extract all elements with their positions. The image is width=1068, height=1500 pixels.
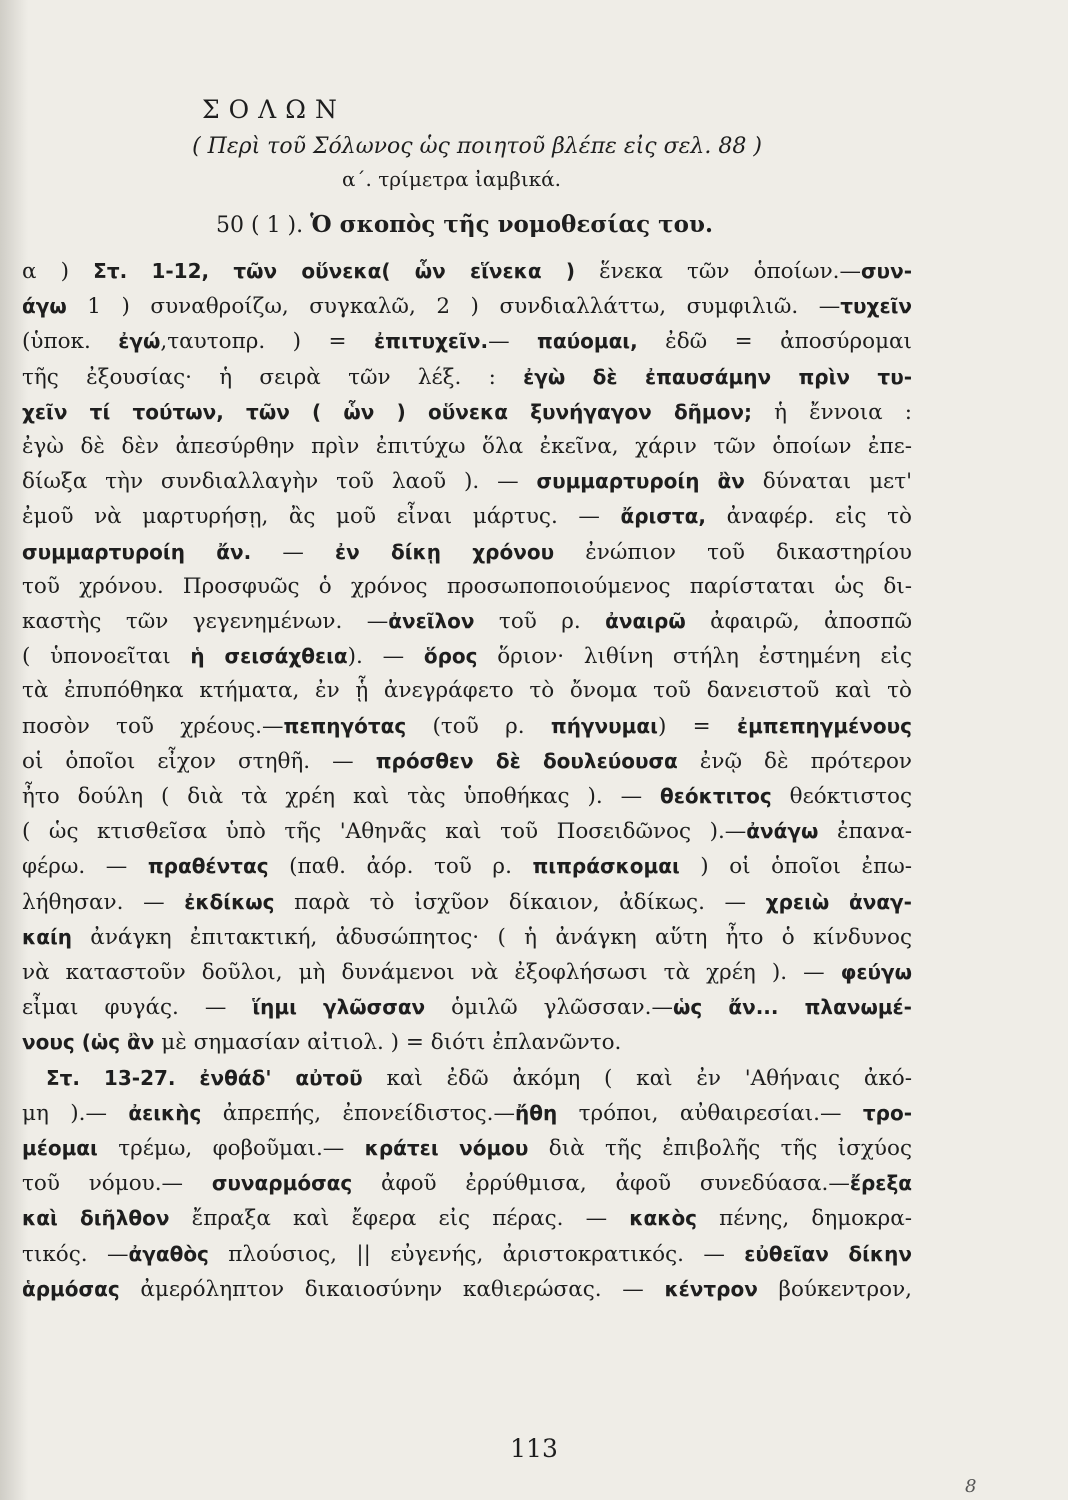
bold-term: εὐθεῖαν δίκην [744, 1241, 913, 1266]
bold-term: πήγνυμαι [550, 713, 658, 738]
gloss-text: πένης, δημοκρα- [697, 1206, 912, 1232]
gloss-text: ὁμιλῶ γλῶσσαν.— [425, 995, 673, 1021]
text-line [22, 639, 912, 674]
bold-term: φεύγω [840, 960, 912, 985]
gloss-text: τρέμω, φοβοῦμαι.— [97, 1136, 365, 1162]
text-line [22, 779, 912, 814]
bold-term: ἄριστα, [620, 504, 706, 529]
gloss-text: φέρω. — [22, 854, 148, 880]
gloss-text: ἐγὼ δὲ δὲν ἀπεσύρθην πρὶν ἐπιτύχω ὅλα ἐκεῖνα, χάριν τῶν ὁποίων ἐπε- [22, 434, 912, 460]
section-title: Ὁ σκοπὸς τῆς νομοθεσίας του. [310, 211, 713, 238]
gloss-text: 1 ) συναθροίζω, συγκαλῶ, 2 ) συνδιαλλάττω, συμφιλιῶ. — [66, 294, 841, 320]
bold-term: ἀναιρῶ [605, 609, 686, 634]
gloss-text: τικός. — [22, 1241, 129, 1267]
text-line [22, 1131, 912, 1166]
text-line [22, 1096, 912, 1131]
bold-term: θεόκτιτος [660, 784, 772, 809]
text-line [22, 1272, 912, 1307]
bold-term: πεπηγότας [283, 713, 407, 738]
gloss-text: παρὰ τὸ ἰσχῦον δίκαιον, ἀδίκως. — [274, 889, 766, 915]
text-line [22, 324, 912, 359]
text-line [22, 360, 912, 395]
text-line [22, 674, 912, 708]
bold-term: ἐν δίκῃ χρόνου [334, 539, 555, 564]
bold-term: συμμαρτυροίη ἂν [536, 469, 745, 494]
bold-term: συν- [860, 259, 912, 283]
bold-term: καὶ διῆλθον [22, 1206, 170, 1231]
bold-term: κράτει νόμου [364, 1136, 529, 1161]
text-line [22, 570, 912, 604]
page-number: 113 [510, 1434, 558, 1463]
bold-term: ἐμπεπηγμένους [736, 713, 912, 738]
gloss-text: (ὑποκ. [22, 329, 119, 355]
gloss-text: ἡ ἔννοια : [752, 399, 912, 425]
gloss-text: ἀναφέρ. εἰς τὸ [706, 504, 912, 530]
gloss-text: (τοῦ ρ. [406, 713, 551, 739]
bold-term: τρο- [862, 1100, 913, 1125]
text-line [22, 535, 912, 570]
gloss-text: βούκεντρον, [757, 1276, 912, 1302]
gloss-text: ἐμοῦ νὰ μαρτυρήσῃ, ἂς μοῦ εἶναι μάρτυς. — [22, 504, 621, 530]
gloss-text: ἔπραξα καὶ ἔφερα εἰς πέρας. — [169, 1206, 630, 1232]
bold-term: Στ. 13-27. ἐνθάδ' αὐτοῦ [46, 1065, 363, 1090]
gloss-text: ( ὑπονοεῖται [22, 644, 191, 670]
text-line [22, 955, 912, 990]
text-line [22, 1061, 912, 1096]
gloss-text: πλούσιος, || εὐγενής, ἀριστοκρατικός. — [208, 1241, 745, 1267]
corner-mark: 8 [965, 1476, 977, 1497]
text-line [22, 1237, 912, 1272]
bold-term: ἐπιτυχεῖν. [374, 329, 489, 354]
gloss-text: νὰ καταστοῦν δοῦλοι, μὴ δυνάμενοι νὰ ἐξοφλήσωσι τὰ χρέη ). — [22, 960, 841, 986]
gloss-text: ἕνεκα τῶν ὁποίων.— [575, 259, 861, 284]
text-line [22, 289, 912, 324]
bold-term: ἵημι γλῶσσαν [252, 995, 426, 1020]
bold-term: ὅρος [423, 644, 478, 669]
gloss-text: θεόκτιστος [771, 784, 912, 810]
gloss-text: τοῦ χρόνου. Προσφυῶς ὁ χρόνος προσωποποιούμενος παρίσταται ὡς δι- [22, 573, 912, 599]
gloss-text: ἐνώπιον τοῦ δικαστηρίου [554, 539, 912, 565]
gloss-text: ,ταυτοπρ. ) = [160, 329, 374, 355]
page-title: ΣΟΛΩΝ [202, 95, 346, 124]
bold-term: κέντρον [664, 1276, 758, 1301]
bold-term: χεῖν τί τούτων, τῶν ( ὧν ) οὕνεκα ξυνήγαγον δῆμον; [22, 399, 753, 424]
gloss-text: τοῦ ρ. [474, 609, 606, 635]
text-line [22, 849, 912, 884]
bold-term: ἐγὼ δὲ ἐπαυσάμην πρὶν τυ- [523, 364, 912, 389]
gloss-text: ἀμερόληπτον δικαιοσύνην καθιερώσας. — [119, 1276, 665, 1302]
text-line [22, 814, 912, 849]
text-line [22, 1025, 912, 1060]
bold-term: άγω [22, 294, 67, 319]
bold-term: ἐγώ [118, 329, 161, 354]
bold-term: παύομαι, [537, 329, 638, 354]
gloss-text: δύναται μετ' [744, 469, 912, 495]
bold-term: συναρμόσας [211, 1171, 353, 1196]
gloss-text: δίωξα τὴν συνδιαλλαγὴν τοῦ λαοῦ ). — [22, 469, 537, 495]
gloss-text: ) οἱ ὁποῖοι ἐπω- [679, 854, 913, 880]
text-line [22, 920, 912, 955]
gloss-text: ( ὡς κτισθεῖσα ὑπὸ τῆς 'Αθηνᾶς καὶ τοῦ Ποσειδῶνος ).— [22, 819, 747, 845]
gloss-text: εἶμαι φυγάς. — [22, 995, 253, 1021]
bold-term: νους (ὡς ἂν [22, 1030, 155, 1055]
text-line [22, 464, 912, 499]
bold-term: ἤθη [515, 1100, 558, 1125]
text-line [22, 709, 912, 744]
gloss-text: ἐνῷ δὲ πρότερον [677, 748, 913, 774]
text-line [22, 885, 912, 920]
gloss-text: ἀφαιρῶ, ἀποσπῶ [685, 609, 912, 635]
meter-heading: α΄. τρίμετρα ἰαμβικά. [342, 167, 562, 191]
text-line [22, 604, 912, 639]
gloss-text: τὰ ἐπυπόθηκα κτήματα, ἐν ᾗ ἀνεγράφετο τὸ ὄνομα τοῦ δανειστοῦ καὶ τὸ [22, 678, 912, 704]
bold-term: πρόσθεν δὲ δουλεύουσα [375, 748, 678, 773]
text-line [22, 395, 912, 430]
gloss-text: ἐπανα- [818, 819, 912, 845]
page-content [22, 95, 912, 1307]
bold-term: ἀνεῖλον [388, 609, 475, 634]
text-line [22, 499, 912, 534]
bold-term: πιπράσκομαι [532, 854, 680, 879]
section-number: 50 ( 1 ). [216, 213, 304, 238]
gloss-text: τῆς ἐξουσίας· ἡ σειρὰ τῶν λέξ. : [22, 364, 524, 390]
gloss-text: — [251, 539, 335, 565]
gloss-text: διὰ τῆς ἐπιβολῆς τῆς ἰσχύος [528, 1136, 912, 1162]
bold-term: ἁρμόσας [22, 1276, 120, 1301]
gloss-text: α ) [22, 259, 94, 284]
bold-term: ἀγαθὸς [128, 1241, 209, 1266]
gloss-text: οἱ ὁποῖοι εἶχον στηθῆ. — [22, 748, 376, 774]
gloss-text: καστὴς τῶν γεγενημένων. — [22, 609, 389, 635]
bold-term: Στ. 1-12, τῶν οὕνεκα( ὧν εἵνεκα ) [93, 259, 576, 283]
commentary-body [22, 254, 912, 1307]
bold-term: χρειὼ ἀναγ- [765, 889, 912, 914]
gloss-text: ). — [347, 644, 424, 670]
bold-term: τυχεῖν [840, 294, 912, 319]
gloss-text: ἀνάγκη ἐπιτακτική, ἀδυσώπητος· ( ἡ ἀνάγκη αὕτη ἦτο ὁ κίνδυνος [71, 924, 912, 950]
gloss-text: ποσὸν τοῦ χρέους.— [22, 713, 284, 739]
bold-term: καίη [22, 924, 72, 949]
gloss-text: ἐδῶ = ἀποσύρομαι [637, 329, 912, 355]
bold-term: μέομαι [22, 1136, 98, 1161]
gloss-text: ἀφοῦ ἐρρύθμισα, ἀφοῦ συνεδύασα.— [352, 1171, 850, 1197]
text-line [22, 744, 912, 779]
gloss-text: καὶ ἐδῶ ἀκόμη ( καὶ ἐν 'Αθήναις ἀκό- [362, 1065, 912, 1091]
gloss-text: μὲ σημασίαν αἰτιολ. ) = διότι ἐπλανῶντο. [154, 1030, 622, 1056]
bold-term: ἐκδίκως [184, 889, 275, 914]
text-line [22, 254, 912, 289]
page-subtitle: ( Περὶ τοῦ Σόλωνος ὡς ποιητοῦ βλέπε εἰς σελ. 88 ) [192, 134, 762, 159]
bold-term: ὡς ἄν... πλανωμέ- [672, 995, 912, 1020]
gloss-text: μη ).— [22, 1100, 129, 1126]
gloss-text: ἀπρεπής, ἐπονείδιστος.— [201, 1100, 515, 1126]
text-line [22, 430, 912, 464]
gloss-text: ἦτο δούλη ( διὰ τὰ χρέη καὶ τὰς ὑποθήκας ). — [22, 784, 660, 810]
bold-term: πραθέντας [147, 854, 269, 879]
text-line [22, 1201, 912, 1236]
gloss-text: ) = [657, 713, 737, 739]
gloss-text: τρόποι, αὐθαιρεσίαι.— [557, 1100, 863, 1126]
gloss-text: ὅριον· λιθίνη στήλη ἐστημένη εἰς [477, 644, 913, 670]
bold-term: συμμαρτυροίη ἄν. [22, 539, 252, 564]
bold-term: ἡ σεισάχθεια [190, 644, 348, 669]
gloss-text: λήθησαν. — [22, 889, 185, 915]
text-line [22, 1166, 912, 1201]
gloss-text: — [488, 329, 538, 355]
bold-term: ἀνάγω [746, 819, 819, 844]
bold-term: κακὸς [629, 1206, 698, 1231]
text-line [22, 990, 912, 1025]
gloss-text: τοῦ νόμου.— [22, 1171, 212, 1197]
gloss-text: (παθ. ἀόρ. τοῦ ρ. [268, 854, 533, 880]
bold-term: ἔρεξα [849, 1171, 912, 1196]
section-heading [216, 211, 912, 238]
bold-term: ἀεικὴς [128, 1100, 202, 1125]
